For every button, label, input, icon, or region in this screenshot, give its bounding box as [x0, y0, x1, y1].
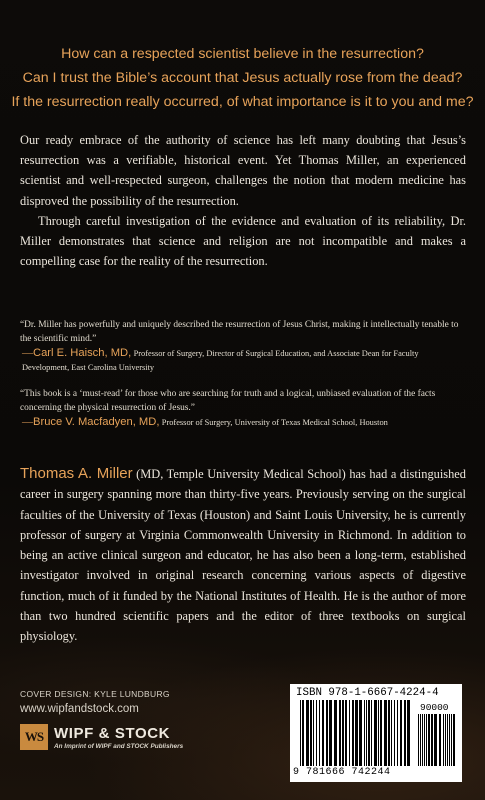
em-dash: — — [22, 416, 33, 428]
barcode-bar — [302, 700, 304, 766]
author-name: Thomas A. Miller — [20, 465, 133, 482]
barcode-bar — [306, 700, 309, 766]
barcode-bar — [449, 714, 450, 766]
em-dash: — — [22, 347, 33, 359]
barcode-bar — [439, 714, 441, 766]
barcode-bar — [388, 700, 390, 766]
endorsement-quote: “Dr. Miller has powerfully and uniquely described the resurrection of Jesus Christ, making it intellectually tenable to the scientific mind.” — [20, 320, 459, 344]
barcode-bar — [364, 700, 365, 766]
barcode-bar — [368, 700, 370, 766]
barcode-bar — [349, 700, 350, 766]
publisher-name: WIPF & STOCK — [54, 725, 171, 742]
publisher-url: www.wipfandstock.com — [20, 703, 139, 715]
blurb-paragraph-2: Through careful investigation of the evidence and evaluation of its reliability, Dr. Miller demonstrates that science and religion are not incompatible and makes a compelling case for the reality of the resurrection. — [20, 213, 466, 269]
barcode-bar — [431, 714, 433, 766]
endorsements — [20, 318, 466, 442]
book-blurb — [20, 130, 466, 271]
barcode-bar — [378, 700, 379, 766]
barcode-bar — [310, 700, 312, 766]
barcode-bar — [313, 700, 314, 766]
ean-barcode — [300, 700, 414, 768]
barcode-bar — [404, 700, 406, 766]
barcode-bar — [420, 714, 421, 766]
barcode-bar — [418, 714, 419, 766]
barcode-bar — [445, 714, 446, 766]
question-list — [0, 42, 485, 114]
blurb-paragraph-1: Our ready embrace of the authority of science has left many doubting that Jesus’s resurrection was a verifiable, historical event. Yet Thomas Miller, an experienced scientist and well-respected surgeon, challenges the notion that modern medicine has disproved the possibility of the resurrection. — [20, 133, 466, 208]
endorsement-attribution — [20, 346, 466, 375]
cover-design-credit: COVER DESIGN: KYLE LUNDBURG — [20, 689, 170, 699]
barcode-bar — [434, 714, 437, 766]
endorsement-2 — [20, 387, 466, 430]
barcode-bar — [359, 700, 362, 766]
barcode-bar — [352, 700, 354, 766]
barcode-digits: 9 781666 742244 — [293, 767, 391, 778]
barcode-panel — [290, 684, 462, 782]
author-bio-text: (MD, Temple University Medical School) has had a distinguished career in surgery spanning more than thirty-five years. Previously serving on the surgical faculties of the University of Texas (Houston) and Saint Louis University, he is currently professor of surgery at Virginia Commonwealth University in Richmond. In addition to being an active clinical surgeon and educator, he has also been a long-term, established investigator involved in original research concerning various aspects of digestive function, much of it funded by the National Institutes of Health. He is the author of more than two hundred scientific papers and the editor of three textbooks on surgical physiology. — [20, 467, 466, 644]
price-code: 90000 — [420, 702, 449, 713]
isbn-label: ISBN 978-1-6667-4224-4 — [296, 687, 439, 699]
question-3: If the resurrection really occurred, of what importance is it to you and me? — [11, 94, 474, 110]
endorser-title: Professor of Surgery, University of Texas Medical School, Houston — [161, 418, 388, 427]
barcode-bar — [443, 714, 444, 766]
question-2: Can I trust the Bible’s account that Jesus actually rose from the dead? — [22, 70, 463, 86]
barcode-bar — [407, 700, 410, 766]
barcode-bar — [300, 700, 301, 766]
barcode-bar — [451, 714, 452, 766]
barcode-bar — [355, 700, 358, 766]
credits — [20, 689, 170, 715]
endorsement-1 — [20, 318, 466, 375]
publisher-imprint: An Imprint of WIPF and STOCK Publishers — [54, 743, 184, 750]
barcode-bar — [391, 700, 392, 766]
barcode-bar — [380, 700, 382, 766]
barcode-bar — [366, 700, 367, 766]
barcode-bar — [394, 700, 395, 766]
barcode-bar — [426, 714, 427, 766]
barcode-bar — [319, 700, 320, 766]
endorser-name: Carl E. Haisch, MD, — [33, 347, 132, 359]
barcode-bar — [371, 700, 372, 766]
barcode-bar — [322, 700, 324, 766]
endorser-title: Professor of Surgery, Director of Surgical Education, and Associate Dean for Faculty Development, East Carolina University — [22, 349, 419, 372]
barcode-bar — [339, 700, 341, 766]
barcode-bar — [316, 700, 317, 766]
author-bio — [20, 464, 466, 647]
barcode-bar — [428, 714, 430, 766]
endorsement-quote: “This book is a ‘must-read’ for those who are searching for truth and a logical, unbiased evaluation of the facts concerning the physical resurrection of Jesus.” — [20, 389, 436, 413]
barcode-bar — [400, 700, 402, 766]
barcode-bar — [453, 714, 455, 766]
addon-barcode — [418, 714, 456, 770]
barcode-bar — [384, 700, 387, 766]
endorsement-attribution — [20, 415, 466, 430]
barcode-bar — [326, 700, 328, 766]
barcode-bar — [334, 700, 337, 766]
publisher-mark-icon: WS — [20, 724, 48, 750]
barcode-bar — [397, 700, 398, 766]
barcode-bar — [329, 700, 332, 766]
barcode-bar — [374, 700, 377, 766]
barcode-bar — [424, 714, 425, 766]
question-1: How can a respected scientist believe in the resurrection? — [61, 46, 424, 62]
barcode-bar — [345, 700, 347, 766]
barcode-bar — [342, 700, 344, 766]
barcode-bar — [447, 714, 448, 766]
endorser-name: Bruce V. Macfadyen, MD, — [33, 416, 160, 428]
publisher-logo — [20, 724, 220, 758]
barcode-bar — [422, 714, 423, 766]
